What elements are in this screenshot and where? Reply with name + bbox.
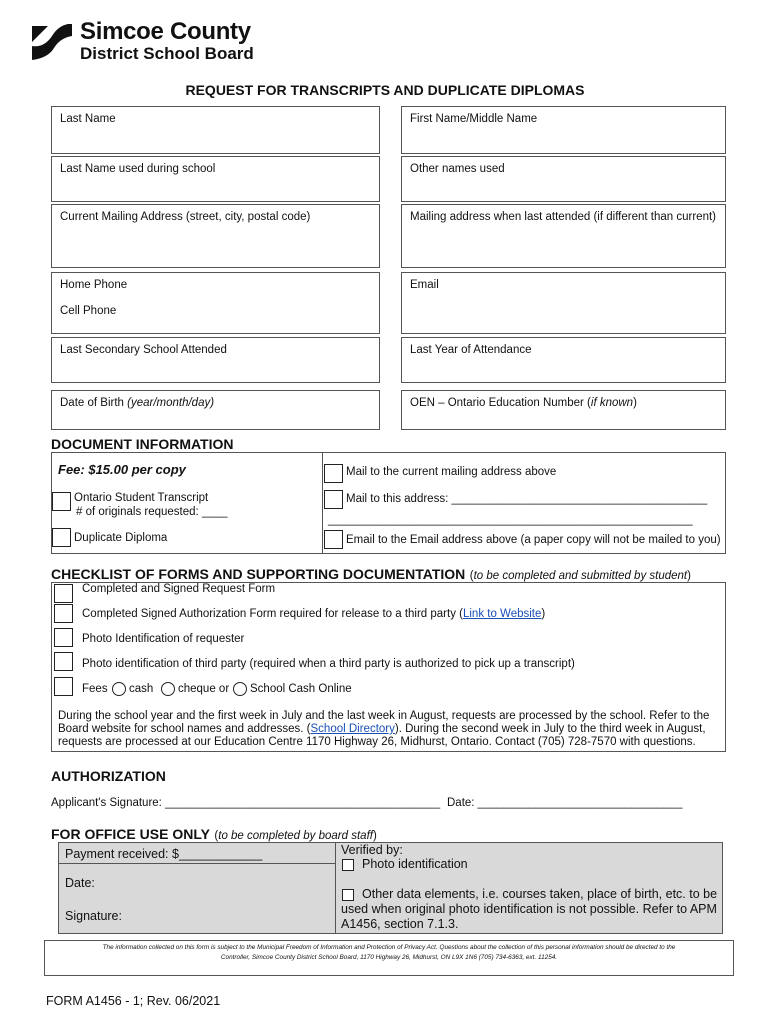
fees-label: Fees bbox=[82, 683, 108, 695]
other-names-label: Other names used bbox=[410, 163, 505, 175]
office-subheading: to be completed by board staff bbox=[218, 830, 373, 842]
checklist-heading: CHECKLIST OF FORMS AND SUPPORTING DOCUMENTATION (to be completed and submitted by student) bbox=[51, 566, 691, 582]
document-info-heading: DOCUMENT INFORMATION bbox=[51, 436, 234, 452]
last-name-school-field[interactable] bbox=[51, 156, 380, 202]
transcript-label: Ontario Student Transcript bbox=[74, 492, 209, 504]
checklist-item4-label: Photo identification of third party (required when a third party is authorized to pick up a transcript) bbox=[82, 658, 575, 670]
logo bbox=[30, 20, 270, 66]
checklist-fees-checkbox[interactable] bbox=[54, 677, 73, 696]
office-signature: Signature: bbox=[65, 909, 122, 923]
school-cash-label: School Cash Online bbox=[250, 683, 352, 695]
other-names-field[interactable] bbox=[401, 156, 726, 202]
last-year-label: Last Year of Attendance bbox=[410, 344, 532, 356]
mail-this-checkbox[interactable] bbox=[324, 490, 343, 509]
logo-line2: District School Board bbox=[80, 44, 254, 63]
checklist-item2-text: Completed Signed Authorization Form required for release to a third party ( bbox=[82, 608, 463, 620]
photo-id-label: Photo identification bbox=[362, 857, 468, 871]
mail-current-label: Mail to the current mailing address above bbox=[346, 466, 557, 478]
transcript-checkbox[interactable] bbox=[52, 492, 71, 511]
cheque-radio[interactable] bbox=[161, 682, 175, 696]
originals-label: # of originals requested: ____ bbox=[76, 506, 228, 518]
office-heading: FOR OFFICE USE ONLY (to be completed by board staff) bbox=[51, 826, 377, 842]
last-school-field[interactable] bbox=[51, 337, 380, 383]
school-cash-radio[interactable] bbox=[233, 682, 247, 696]
address-last-attended-field[interactable] bbox=[401, 204, 726, 268]
dob-field[interactable] bbox=[51, 390, 380, 430]
mail-address-line: _________________________________________________________ bbox=[328, 514, 693, 526]
dob-hint: (year/month/day) bbox=[127, 397, 215, 409]
authorization-date[interactable]: Date: ________________________________ bbox=[447, 797, 683, 809]
form-number: FORM A1456 - 1; Rev. 06/2021 bbox=[46, 994, 221, 1008]
fee-label: Fee: $15.00 per copy bbox=[58, 462, 186, 477]
email-field[interactable] bbox=[401, 272, 726, 334]
email-label: Email bbox=[410, 279, 439, 291]
cash-label: cash bbox=[129, 683, 154, 695]
home-phone-label: Home Phone bbox=[60, 279, 128, 291]
privacy-line2: Controller, Simcoe County District School Board, 1170 Highway 26, Midhurst, ON L9X 1N6 (705) 734-6363, ext. 11254. bbox=[220, 954, 558, 961]
mail-this-label: Mail to this address: ________________________________________ bbox=[346, 493, 708, 505]
other-data-text bbox=[341, 887, 723, 932]
last-name-field[interactable] bbox=[51, 106, 380, 154]
first-name-label: First Name/Middle Name bbox=[410, 113, 538, 125]
address-last-attended-label: Mailing address when last attended (if different than current) bbox=[410, 211, 716, 223]
logo-mark-icon bbox=[30, 20, 74, 64]
current-address-label: Current Mailing Address (street, city, postal code) bbox=[60, 211, 311, 223]
checklist-para2-rest: ). During the second week in July to the third week in August, bbox=[394, 723, 706, 735]
checklist-item2-label bbox=[82, 608, 545, 620]
current-address-field[interactable] bbox=[51, 204, 380, 268]
checklist-paragraph bbox=[58, 710, 724, 749]
checklist-item3-label: Photo Identification of requester bbox=[82, 633, 245, 645]
cheque-label: cheque or bbox=[178, 683, 230, 695]
office-row-divider bbox=[58, 863, 335, 864]
other-data-line2: used when original photo identification is not possible. Refer to APM bbox=[341, 902, 717, 916]
checklist-item1-label: Completed and Signed Request Form bbox=[82, 583, 276, 595]
payment-received: Payment received: $____________ bbox=[65, 847, 263, 861]
checklist-para2 bbox=[58, 723, 724, 736]
oen-label: OEN – Ontario Education Number ( bbox=[410, 397, 591, 409]
mail-current-checkbox[interactable] bbox=[324, 464, 343, 483]
oen-hint: if known bbox=[590, 397, 634, 409]
page-title: REQUEST FOR TRANSCRIPTS AND DUPLICATE DIPLOMAS bbox=[185, 82, 585, 98]
checklist-item3-checkbox[interactable] bbox=[54, 628, 73, 647]
last-year-field[interactable] bbox=[401, 337, 726, 383]
checklist-para1: During the school year and the first week in July and the last week in August, requests are processed by the school. Refer to the bbox=[58, 710, 710, 722]
applicant-signature[interactable]: Applicant's Signature: ___________________________________________ bbox=[51, 797, 441, 809]
privacy-notice bbox=[46, 943, 732, 963]
other-data-line1: Other data elements, i.e. courses taken, place of birth, etc. to be bbox=[362, 887, 718, 901]
first-name-field[interactable] bbox=[401, 106, 726, 154]
school-directory-link[interactable]: School Directory bbox=[310, 723, 395, 735]
privacy-line1: The information collected on this form is subject to the Municipal Freedom of Information and Protection of Privacy Act. Questions about the collection of this personal information should be directed to the bbox=[102, 944, 676, 951]
checklist-para2-text: Board website for school names and addresses. ( bbox=[58, 723, 311, 735]
document-info-divider bbox=[322, 452, 323, 554]
cash-radio[interactable] bbox=[112, 682, 126, 696]
office-divider bbox=[335, 842, 336, 934]
email-option-label: Email to the Email address above (a paper copy will not be mailed to you) bbox=[346, 534, 721, 546]
office-title: FOR OFFICE USE ONLY bbox=[51, 826, 210, 842]
checklist-para3: requests are processed at our Education Centre 1170 Highway 26, Midhurst, Ontario. Contact (705) 728-7570 with questions. bbox=[58, 736, 696, 748]
other-data-line3: A1456, section 7.1.3. bbox=[341, 917, 459, 931]
last-school-label: Last Secondary School Attended bbox=[60, 344, 227, 356]
checklist-item1-checkbox[interactable] bbox=[54, 584, 73, 603]
logo-line1: Simcoe County bbox=[80, 18, 251, 45]
photo-id-checkbox[interactable] bbox=[342, 859, 354, 871]
checklist-title: CHECKLIST OF FORMS AND SUPPORTING DOCUMENTATION bbox=[51, 566, 466, 582]
checklist-item4-checkbox[interactable] bbox=[54, 652, 73, 671]
oen-close: ) bbox=[633, 397, 637, 409]
authorization-form-link[interactable]: Link to Website bbox=[462, 608, 542, 620]
diploma-label: Duplicate Diploma bbox=[74, 532, 168, 544]
office-date: Date: bbox=[65, 876, 95, 890]
dob-label: Date of Birth bbox=[60, 397, 128, 409]
checklist-subheading: to be completed and submitted by student bbox=[473, 570, 688, 582]
checklist-item2-checkbox[interactable] bbox=[54, 604, 73, 623]
email-option-checkbox[interactable] bbox=[324, 530, 343, 549]
oen-field[interactable] bbox=[401, 390, 726, 430]
phone-field[interactable] bbox=[51, 272, 380, 334]
last-name-school-label: Last Name used during school bbox=[60, 163, 216, 175]
cell-phone-label: Cell Phone bbox=[60, 305, 117, 317]
diploma-checkbox[interactable] bbox=[52, 528, 71, 547]
checklist-item2-close: ) bbox=[541, 608, 546, 620]
verified-by: Verified by: bbox=[341, 843, 403, 857]
authorization-heading: AUTHORIZATION bbox=[51, 768, 166, 784]
last-name-label: Last Name bbox=[60, 113, 116, 125]
